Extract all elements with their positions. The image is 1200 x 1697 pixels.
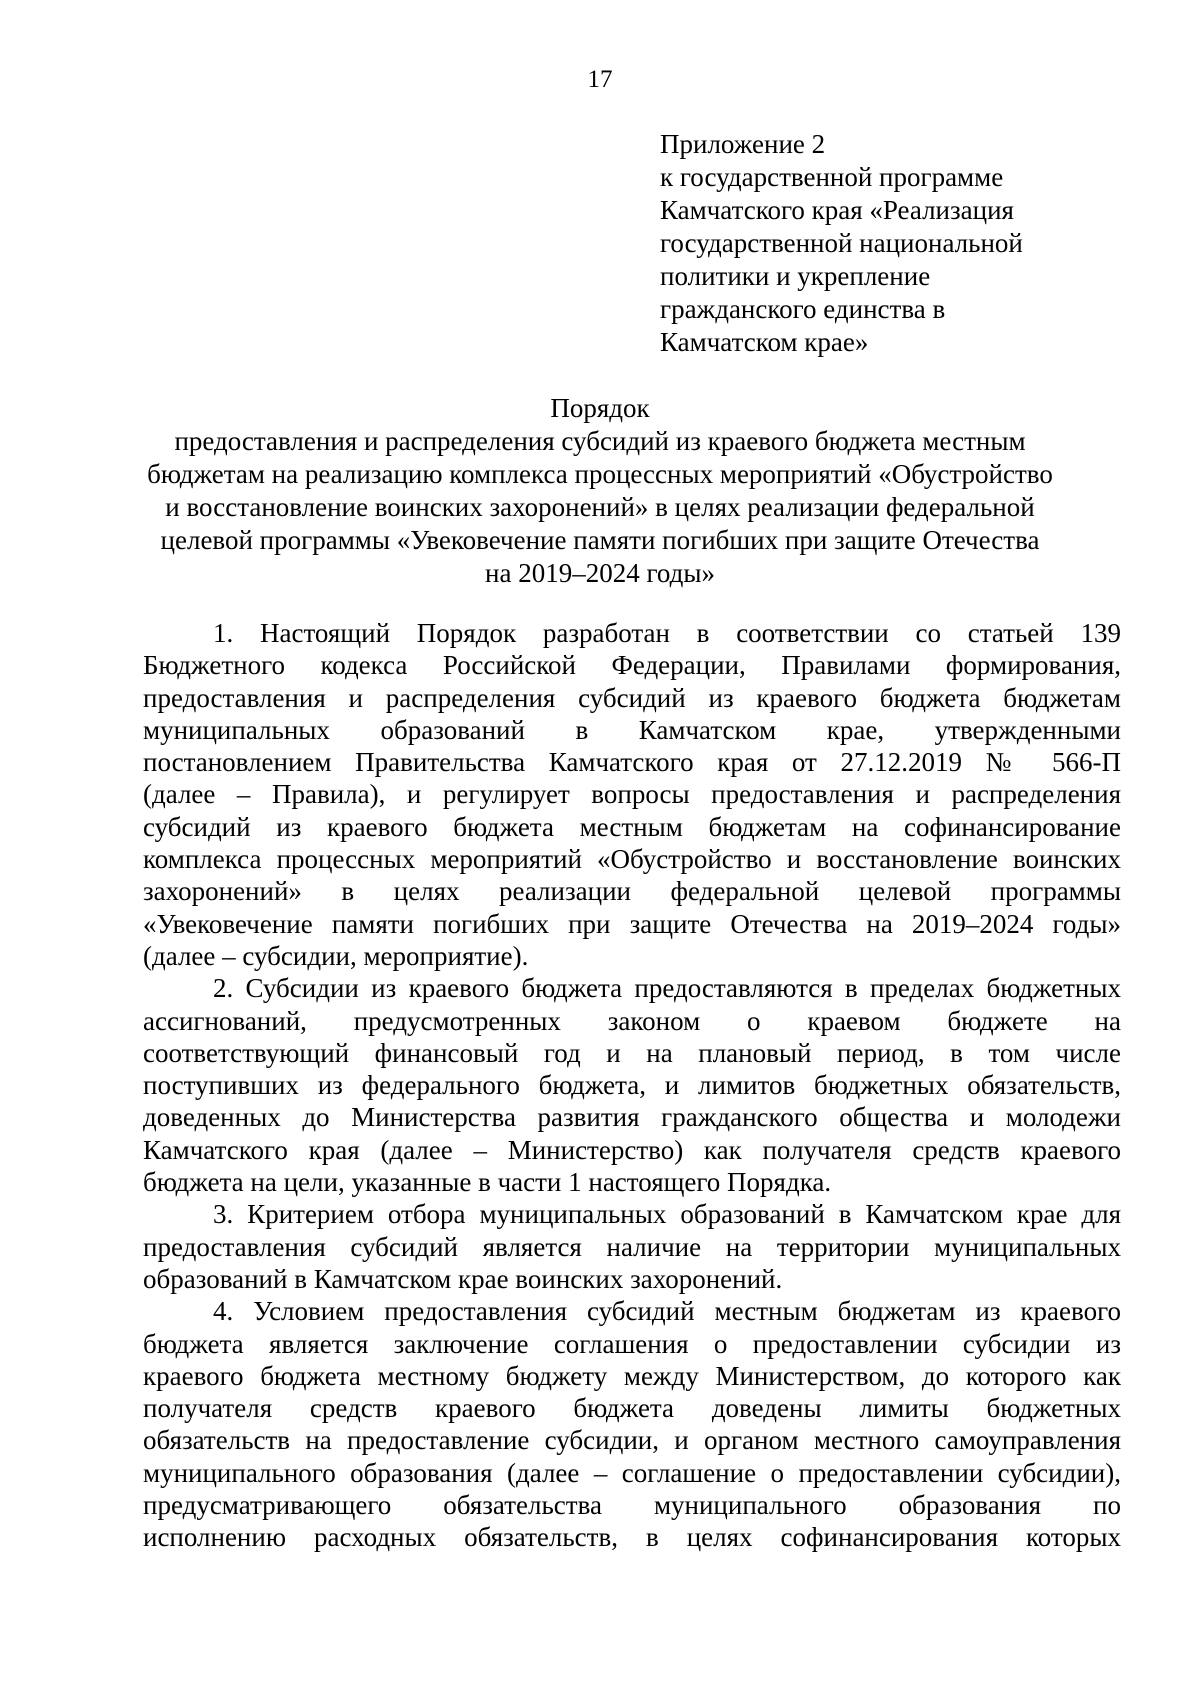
appendix-line: Приложение 2 [660, 129, 826, 159]
paragraph-line: ассигнований, предусмотренных законом о краевом бюджете на [143, 1005, 1121, 1036]
appendix-line: гражданского единства в [660, 294, 946, 324]
document-body [143, 617, 1121, 1554]
paragraph-line: предоставления субсидий является наличие на территории муниципальных [143, 1231, 1121, 1262]
paragraph-line: бюджета на цели, указанные в части 1 настоящего Порядка. [143, 1167, 832, 1198]
paragraph-line: 3. Критерием отбора муниципальных образований в Камчатском крае для [213, 1199, 1121, 1230]
paragraph-line: 4. Условием предоставления субсидий местным бюджетам из краевого [213, 1296, 1121, 1327]
title-line: и восстановление воинских захоронений» в целях реализации федеральной [165, 492, 1035, 522]
paragraph-line: субсидий из краевого бюджета местным бюджетам на софинансирование [143, 811, 1121, 842]
paragraph-line: доведенных до Министерства развития гражданского общества и молодежи [143, 1102, 1121, 1133]
paragraph-2 [143, 972, 1121, 1198]
paragraph-1 [143, 617, 1121, 972]
paragraph-line: (далее – Правила), и регулирует вопросы предоставления и распределения [143, 779, 1121, 810]
appendix-line: государственной национальной [660, 228, 1023, 258]
paragraph-line: Бюджетного кодекса Российской Федерации, Правилами формирования, [143, 650, 1121, 681]
title-line: предоставления и распределения субсидий из краевого бюджета местным [174, 426, 1026, 456]
paragraph-line: бюджета является заключение соглашения о предоставлении субсидии из [143, 1328, 1121, 1359]
paragraph-line: соответствующий финансовый год и на плановый период, в том числе [143, 1037, 1121, 1068]
paragraph-line: постановлением Правительства Камчатского края от 27.12.2019 № 566-П [143, 747, 1121, 778]
paragraph-line: комплекса процессных мероприятий «Обустройство и восстановление воинских [143, 844, 1121, 875]
paragraph-3 [143, 1198, 1121, 1295]
title-line: бюджетам на реализацию комплекса процессных мероприятий «Обустройство [147, 459, 1053, 489]
title-line: целевой программы «Увековечение памяти погибших при защите Отечества [160, 525, 1040, 555]
paragraph-4 [143, 1295, 1121, 1553]
paragraph-line: 2. Субсидии из краевого бюджета предоставляются в пределах бюджетных [213, 973, 1121, 1004]
page-number: 17 [587, 66, 613, 93]
appendix-line: к государственной программе [660, 162, 1004, 192]
paragraph-line: Камчатского края (далее – Министерство) как получателя средств краевого [143, 1134, 1121, 1165]
title-heading: Порядок [550, 393, 650, 423]
paragraph-line: исполнению расходных обязательств, в целях софинансирования которых [143, 1522, 1121, 1553]
paragraph-line: захоронений» в целях реализации федеральной целевой программы [143, 876, 1121, 907]
paragraph-line: муниципального образования (далее – соглашение о предоставлении субсидии), [143, 1457, 1121, 1488]
paragraph-line: 1. Настоящий Порядок разработан в соответствии со статьей 139 [213, 618, 1121, 648]
paragraph-line: образований в Камчатском крае воинских захоронений. [143, 1263, 783, 1294]
paragraph-line: «Увековечение памяти погибших при защите Отечества на 2019–2024 годы» [143, 908, 1121, 939]
appendix-block [660, 128, 1080, 359]
appendix-line: политики и укрепление [660, 261, 931, 291]
paragraph-line: поступивших из федерального бюджета, и лимитов бюджетных обязательств, [143, 1070, 1121, 1101]
paragraph-line: предусматривающего обязательства муниципального образования по [143, 1490, 1121, 1521]
paragraph-line: муниципальных образований в Камчатском крае, утвержденными [143, 714, 1121, 745]
appendix-line: Камчатском крае» [660, 327, 869, 357]
paragraph-line: краевого бюджета местному бюджету между Министерством, до которого как [143, 1360, 1121, 1391]
title-line: на 2019–2024 годы» [485, 558, 715, 588]
paragraph-line: получателя средств краевого бюджета доведены лимиты бюджетных [143, 1393, 1121, 1424]
appendix-line: Камчатского края «Реализация [660, 195, 1014, 225]
paragraph-line: обязательств на предоставление субсидии, и органом местного самоуправления [143, 1425, 1121, 1456]
paragraph-line: предоставления и распределения субсидий из краевого бюджета бюджетам [143, 682, 1121, 713]
document-title [130, 392, 1070, 590]
paragraph-line: (далее – субсидии, мероприятие). [143, 940, 529, 971]
